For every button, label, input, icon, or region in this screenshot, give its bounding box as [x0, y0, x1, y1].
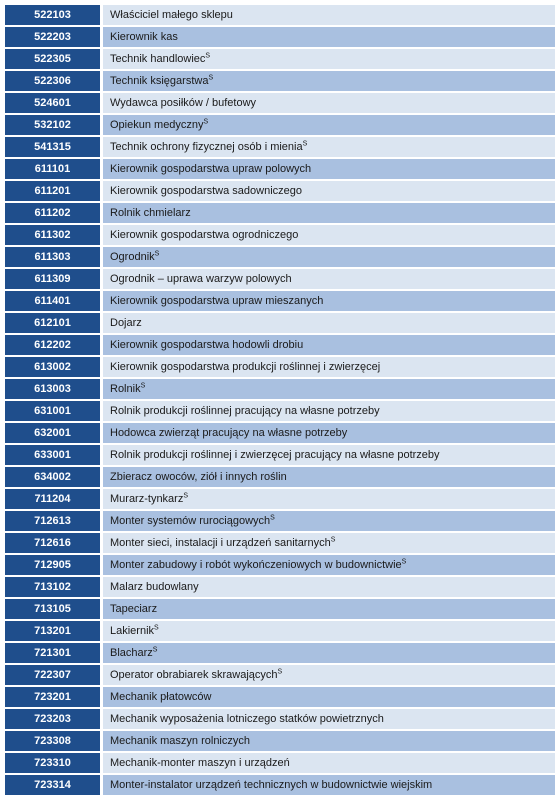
- occupation-name-cell: [103, 423, 555, 443]
- table-row: [5, 49, 555, 69]
- school-mark-superscript: S: [183, 492, 189, 500]
- occupation-name: Murarz-tynkarz: [110, 493, 184, 505]
- occupation-name-cell: [103, 49, 555, 69]
- table-row: [5, 555, 555, 575]
- occupation-table-body: [5, 5, 555, 795]
- occupation-code: 712613: [5, 511, 100, 531]
- occupation-name: Ogrodnik: [110, 251, 155, 263]
- occupation-name: Technik księgarstwa: [110, 75, 209, 87]
- occupation-name-cell: [103, 335, 555, 355]
- occupation-name-cell: [103, 775, 555, 795]
- occupation-name-cell: [103, 621, 555, 641]
- occupation-code: 723310: [5, 753, 100, 773]
- occupation-code: 611309: [5, 269, 100, 289]
- school-mark-superscript: S: [401, 558, 407, 566]
- occupation-code: 522306: [5, 71, 100, 91]
- occupation-name-cell: [103, 599, 555, 619]
- occupation-code: 541315: [5, 137, 100, 157]
- occupation-name-cell: [103, 379, 555, 399]
- occupation-code: 522103: [5, 5, 100, 25]
- table-row: [5, 511, 555, 531]
- occupation-code: 632001: [5, 423, 100, 443]
- table-row: [5, 489, 555, 509]
- occupation-name: Rolnik produkcji roślinnej pracujący na własne potrzeby: [110, 405, 380, 417]
- occupation-code: 612202: [5, 335, 100, 355]
- occupation-code: 713102: [5, 577, 100, 597]
- occupation-name: Opiekun medyczny: [110, 119, 204, 131]
- occupation-name: Kierownik gospodarstwa sadowniczego: [110, 185, 302, 197]
- table-row: [5, 643, 555, 663]
- occupation-name-cell: [103, 753, 555, 773]
- table-row: [5, 687, 555, 707]
- occupation-name-cell: [103, 247, 555, 267]
- occupation-code: 611202: [5, 203, 100, 223]
- occupation-code: 522203: [5, 27, 100, 47]
- occupation-name: Rolnik chmielarz: [110, 207, 191, 219]
- occupation-code: 611303: [5, 247, 100, 267]
- occupation-code: 723308: [5, 731, 100, 751]
- occupation-name: Zbieracz owoców, ziół i innych roślin: [110, 471, 287, 483]
- occupation-name-cell: [103, 313, 555, 333]
- table-row: [5, 731, 555, 751]
- table-row: [5, 71, 555, 91]
- occupation-name: Hodowca zwierząt pracujący na własne potrzeby: [110, 427, 348, 439]
- occupation-name: Technik handlowiec: [110, 53, 206, 65]
- occupation-name-cell: [103, 269, 555, 289]
- occupation-name: Kierownik gospodarstwa hodowli drobiu: [110, 339, 304, 351]
- table-row: [5, 775, 555, 795]
- occupation-name: Lakiernik: [110, 625, 155, 637]
- school-mark-superscript: S: [140, 382, 146, 390]
- occupation-name-cell: [103, 687, 555, 707]
- occupation-code: 613003: [5, 379, 100, 399]
- occupation-code: 611302: [5, 225, 100, 245]
- table-row: [5, 423, 555, 443]
- table-row: [5, 313, 555, 333]
- table-row: [5, 401, 555, 421]
- table-row: [5, 247, 555, 267]
- occupation-name: Monter zabudowy i robót wykończeniowych w budownictwie: [110, 559, 402, 571]
- table-row: [5, 467, 555, 487]
- occupation-name-cell: [103, 467, 555, 487]
- occupation-name-cell: [103, 137, 555, 157]
- occupation-code: 723201: [5, 687, 100, 707]
- occupation-code: 713201: [5, 621, 100, 641]
- table-row: [5, 203, 555, 223]
- table-row: [5, 27, 555, 47]
- school-mark-superscript: S: [203, 118, 209, 126]
- table-row: [5, 5, 555, 25]
- occupation-name-cell: [103, 489, 555, 509]
- table-row: [5, 445, 555, 465]
- school-mark-superscript: S: [302, 140, 308, 148]
- school-mark-superscript: S: [205, 52, 211, 60]
- occupation-code: 631001: [5, 401, 100, 421]
- occupation-name-cell: [103, 511, 555, 531]
- occupation-table: [5, 3, 555, 797]
- occupation-name: Monter systemów rurociągowych: [110, 515, 271, 527]
- occupation-code: 532102: [5, 115, 100, 135]
- occupation-name: Właściciel małego sklepu: [110, 9, 233, 21]
- table-row: [5, 753, 555, 773]
- occupation-name-cell: [103, 27, 555, 47]
- table-row: [5, 335, 555, 355]
- occupation-name: Wydawca posiłków / bufetowy: [110, 97, 257, 109]
- occupation-name-cell: [103, 225, 555, 245]
- occupation-name-cell: [103, 5, 555, 25]
- occupation-name-cell: [103, 115, 555, 135]
- occupation-code: 522305: [5, 49, 100, 69]
- school-mark-superscript: S: [154, 624, 159, 632]
- occupation-name-cell: [103, 401, 555, 421]
- occupation-code: 712905: [5, 555, 100, 575]
- school-mark-superscript: S: [152, 646, 158, 654]
- occupation-name-cell: [103, 203, 555, 223]
- occupation-name: Blacharz: [110, 647, 153, 659]
- table-row: [5, 181, 555, 201]
- occupation-code: 524601: [5, 93, 100, 113]
- occupation-name: Monter-instalator urządzeń technicznych w budownictwie wiejskim: [110, 779, 433, 791]
- school-mark-superscript: S: [208, 74, 214, 82]
- occupation-code: 611401: [5, 291, 100, 311]
- occupation-code: 722307: [5, 665, 100, 685]
- occupation-name-cell: [103, 93, 555, 113]
- occupation-code: 612101: [5, 313, 100, 333]
- occupation-code: 713105: [5, 599, 100, 619]
- occupation-code: 611201: [5, 181, 100, 201]
- occupation-code: 634002: [5, 467, 100, 487]
- occupation-name: Ogrodnik – uprawa warzyw polowych: [110, 273, 292, 285]
- occupation-name: Malarz budowlany: [110, 581, 199, 593]
- occupation-name: Kierownik gospodarstwa upraw mieszanych: [110, 295, 324, 307]
- table-row: [5, 115, 555, 135]
- occupation-name: Technik ochrony fizycznej osób i mienia: [110, 141, 303, 153]
- school-mark-superscript: S: [277, 668, 283, 676]
- occupation-code: 721301: [5, 643, 100, 663]
- occupation-name: Rolnik: [110, 383, 141, 395]
- table-row: [5, 599, 555, 619]
- occupation-name-cell: [103, 731, 555, 751]
- occupation-name-cell: [103, 181, 555, 201]
- table-row: [5, 577, 555, 597]
- table-row: [5, 225, 555, 245]
- table-row: [5, 709, 555, 729]
- occupation-name: Operator obrabiarek skrawających: [110, 669, 278, 681]
- occupation-name: Rolnik produkcji roślinnej i zwierzęcej pracujący na własne potrzeby: [110, 449, 440, 461]
- occupation-code: 611101: [5, 159, 100, 179]
- table-row: [5, 533, 555, 553]
- occupation-name-cell: [103, 533, 555, 553]
- occupation-code: 711204: [5, 489, 100, 509]
- occupation-code: 613002: [5, 357, 100, 377]
- table-row: [5, 159, 555, 179]
- occupation-name: Monter sieci, instalacji i urządzeń sanitarnych: [110, 537, 331, 549]
- school-mark-superscript: S: [270, 514, 275, 522]
- occupation-name-cell: [103, 71, 555, 91]
- table-row: [5, 137, 555, 157]
- occupation-name-cell: [103, 577, 555, 597]
- table-row: [5, 621, 555, 641]
- occupation-code: 723203: [5, 709, 100, 729]
- occupation-name: Mechanik wyposażenia lotniczego statków powietrznych: [110, 713, 384, 725]
- table-row: [5, 379, 555, 399]
- occupation-name: Kierownik gospodarstwa ogrodniczego: [110, 229, 299, 241]
- occupation-name: Mechanik-monter maszyn i urządzeń: [110, 757, 290, 769]
- occupation-name-cell: [103, 709, 555, 729]
- table-row: [5, 291, 555, 311]
- occupation-name-cell: [103, 357, 555, 377]
- school-mark-superscript: S: [154, 250, 160, 258]
- occupation-name: Kierownik kas: [110, 31, 178, 43]
- occupation-name: Mechanik płatowców: [110, 691, 212, 703]
- occupation-name-cell: [103, 643, 555, 663]
- occupation-name-cell: [103, 291, 555, 311]
- school-mark-superscript: S: [330, 536, 336, 544]
- occupation-name: Dojarz: [110, 317, 142, 329]
- occupation-name-cell: [103, 159, 555, 179]
- occupation-name-cell: [103, 555, 555, 575]
- occupation-name-cell: [103, 665, 555, 685]
- occupation-name: Kierownik gospodarstwa produkcji roślinnej i zwierzęcej: [110, 361, 381, 373]
- occupation-name: Kierownik gospodarstwa upraw polowych: [110, 163, 312, 175]
- table-row: [5, 269, 555, 289]
- occupation-code: 723314: [5, 775, 100, 795]
- table-row: [5, 357, 555, 377]
- table-row: [5, 93, 555, 113]
- occupation-name-cell: [103, 445, 555, 465]
- occupation-code: 712616: [5, 533, 100, 553]
- occupation-name: Mechanik maszyn rolniczych: [110, 735, 250, 747]
- occupation-code: 633001: [5, 445, 100, 465]
- occupation-name: Tapeciarz: [110, 603, 158, 615]
- table-row: [5, 665, 555, 685]
